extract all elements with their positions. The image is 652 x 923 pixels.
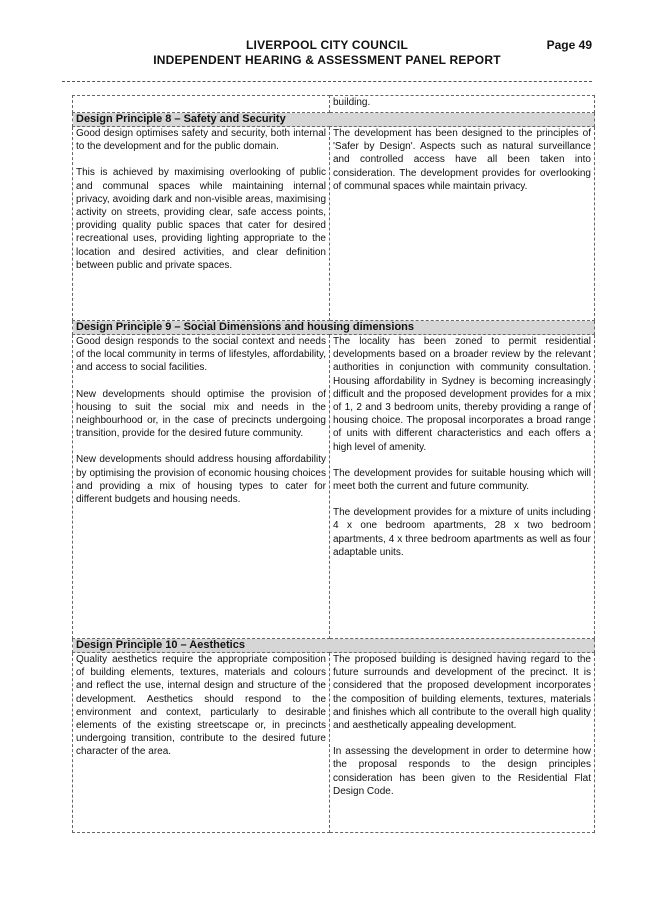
header-divider [62,81,592,82]
council-name: LIVERPOOL CITY COUNCIL [246,38,408,52]
table-row [73,335,595,639]
principle-10-title: Design Principle 10 – Aesthetics [73,639,595,653]
paragraph: The development provides for a mixture of units including 4 x one bedroom apartments, 28 x two bedroom apartments, 4 x three bedroom apartments as well as four adaptable units. [333,507,591,558]
table-row [73,127,595,321]
principle-9-response-cell [330,335,595,639]
report-title: INDEPENDENT HEARING & ASSESSMENT PANEL REPORT [153,53,501,67]
paragraph: The proposed building is designed having regard to the future surrounds and development of the precinct. It is considered that the proposed development incorporates the composition of building elements, textures, materials and finishes which all contribute to the overall high quality and aesthetically appealing development. [333,654,591,732]
top-row-right-cell: building. [330,96,595,113]
paragraph: The development provides for suitable housing which will meet both the current and future community. [333,467,591,493]
paragraph: New developments should optimise the provision of housing to suit the social mix and needs in the neighbourhood or, in the case of precincts undergoing transition, provide for the desired future community. [76,388,326,440]
top-row-left-cell [73,96,330,113]
paragraph: New developments should address housing affordability by optimising the provision of economic housing choices and providing a mix of housing types to cater for different budgets and housing needs. [76,454,326,506]
principle-8-title: Design Principle 8 – Safety and Security [73,113,595,127]
table-row [73,653,595,833]
paragraph: Good design responds to the social context and needs of the local community in terms of lifestyles, affordability, and access to social facilities. [76,336,326,374]
page-number: Page 49 [546,38,592,52]
table-row [73,96,595,113]
principle-8-requirement-cell [73,127,330,321]
principle-8-response-cell [330,127,595,321]
page-header [62,38,592,82]
section-heading-row [73,639,595,653]
paragraph: Good design optimises safety and security, both internal to the development and for the public domain. [76,128,326,153]
paragraph: The locality has been zoned to permit residential developments based on a broader review by the relevant authorities in conjunction with community consultation. Housing affordability in Sydney is becoming increasingly difficult and the proposed development provides for a mix of 1, 2 and 3 bedroom units, thereby providing a range of housing choice. The proposal incorporates a broad range of units with different characteristics and each offers a high level of amenity. [333,336,591,453]
design-principles-table [72,95,595,833]
paragraph: The development has been designed to the principles of 'Safer by Design'. Aspects such as natural surveillance and controlled access have all been taken into consideration. The development provides for overlooking of communal spaces while maintain privacy. [333,128,591,192]
section-heading-row [73,321,595,335]
principle-9-title: Design Principle 9 – Social Dimensions and housing dimensions [73,321,595,335]
paragraph: In assessing the development in order to determine how the proposal responds to the design principles consideration has been given to the Residential Flat Design Code. [333,746,591,797]
principle-10-response-cell [330,653,595,833]
section-heading-row [73,113,595,127]
paragraph: This is achieved by maximising overlooking of public and communal spaces while maintaining internal privacy, avoiding dark and non-visible areas, maximising activity on streets, providing clear, safe access points, providing quality public spaces that cater for desired recreational uses, providing lighting appropriate to the location and desired activities, and clear definition between public and private spaces. [76,167,326,271]
principle-10-requirement-cell [73,653,330,833]
paragraph: Quality aesthetics require the appropriate composition of building elements, textures, materials and colours and reflect the use, internal design and structure of the development. Aesthetics should respond to the environment and context, particularly to desirable elements of the existing streetscape or, in precincts undergoing transition, contribute to the desired future character of the area. [76,654,326,758]
principle-9-requirement-cell [73,335,330,639]
